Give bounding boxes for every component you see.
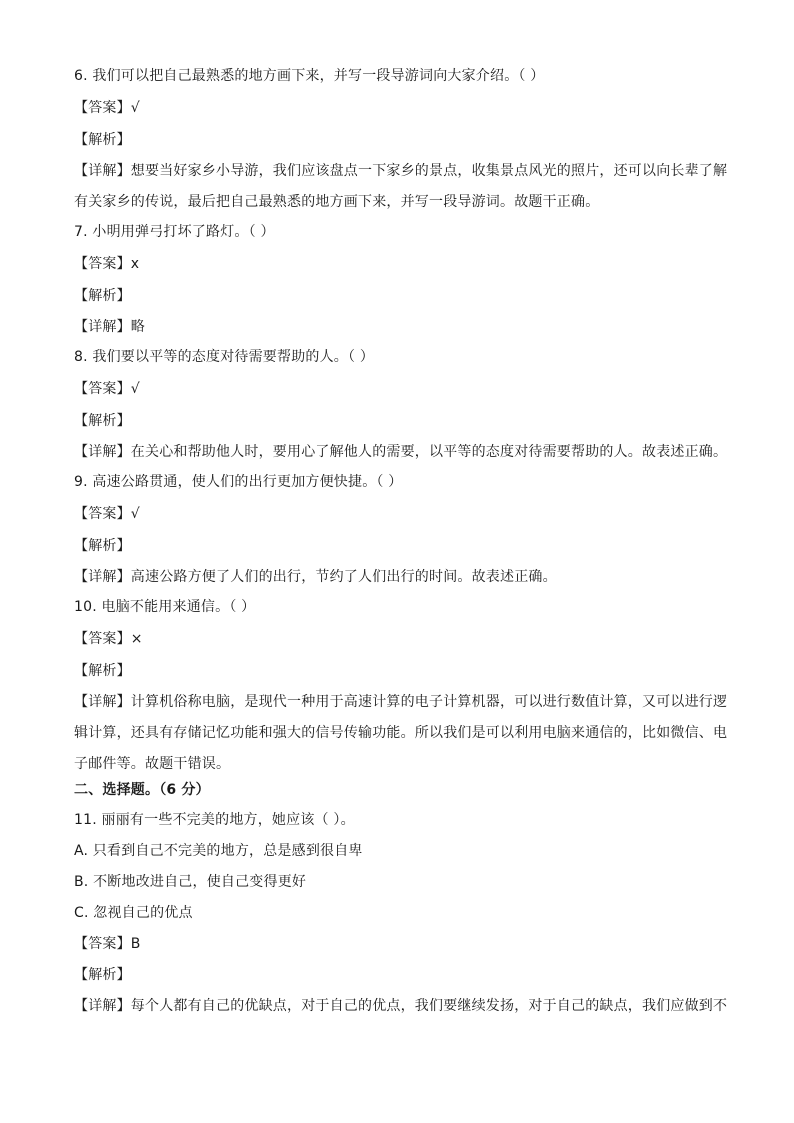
answer-6: 【答案】√ <box>74 100 140 116</box>
detail-10-line-2: 辑计算，还具有存储记忆功能和强大的信号传输功能。所以我们是可以利用电脑来通信的，比如微信、电 <box>74 725 728 741</box>
question-10: 10. 电脑不能用来通信。（ ） <box>74 599 256 615</box>
detail-9-line-1: 【详解】高速公路方便了人们的出行，节约了人们出行的时间。故表述正确。 <box>74 569 557 585</box>
question-7: 7. 小明用弹弓打坏了路灯。（ ） <box>74 224 275 240</box>
detail-6-line-2: 有关家乡的传说，最后把自己最熟悉的地方画下来，并写一段导游词。故题干正确。 <box>74 194 600 210</box>
question-6: 6. 我们可以把自己最熟悉的地方画下来，并写一段导游词向大家介绍。（ ） <box>74 68 545 84</box>
detail-8-line-1: 【详解】在关心和帮助他人时，要用心了解他人的需要，以平等的态度对待需要帮助的人。故表述正确。 <box>74 444 728 460</box>
answer-9: 【答案】√ <box>74 506 140 522</box>
question-9: 9. 高速公路贯通，使人们的出行更加方便快捷。（ ） <box>74 474 403 490</box>
question-11: 11. 丽丽有一些不完美的地方，她应该（ ）。 <box>74 812 355 828</box>
analysis-6: 【解析】 <box>74 132 131 148</box>
answer-11: 【答案】B <box>74 936 141 952</box>
answer-8: 【答案】√ <box>74 381 140 397</box>
option-b: B. 不断地改进自己，使自己变得更好 <box>74 874 307 890</box>
section-2-title: 二、选择题。（6 分） <box>74 782 210 798</box>
detail-11-line-1: 【详解】每个人都有自己的优缺点，对于自己的优点，我们要继续发扬，对于自己的缺点，我们应做到不 <box>74 998 728 1014</box>
analysis-10: 【解析】 <box>74 663 131 679</box>
detail-7-line-1: 【详解】略 <box>74 319 145 335</box>
analysis-8: 【解析】 <box>74 413 131 429</box>
answer-10: 【答案】× <box>74 631 143 647</box>
analysis-7: 【解析】 <box>74 288 131 304</box>
detail-6-line-1: 【详解】想要当好家乡小导游，我们应该盘点一下家乡的景点，收集景点风光的照片，还可以向长辈了解 <box>74 163 728 179</box>
analysis-9: 【解析】 <box>74 538 131 554</box>
question-8: 8. 我们要以平等的态度对待需要帮助的人。（ ） <box>74 349 375 365</box>
analysis-11: 【解析】 <box>74 967 131 983</box>
option-a: A. 只看到自己不完美的地方，总是感到很自卑 <box>74 843 363 859</box>
detail-10-line-3: 子邮件等。故题干错误。 <box>74 756 231 772</box>
option-c: C. 忽视自己的优点 <box>74 905 193 921</box>
answer-7: 【答案】x <box>74 256 140 272</box>
detail-10-line-1: 【详解】计算机俗称电脑，是现代一种用于高速计算的电子计算机器，可以进行数值计算，又可以进行逻 <box>74 694 728 710</box>
